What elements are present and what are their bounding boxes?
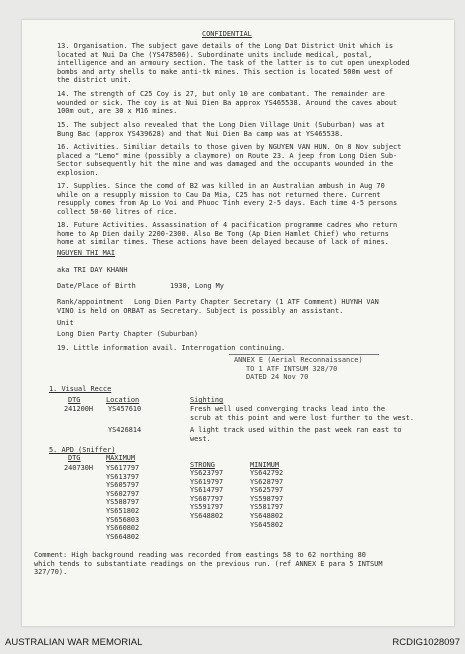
visual-recce-title: 1. Visual Recce — [49, 385, 112, 393]
vr-row-1-sighting-1: Fresh well used converging tracks lead into the — [190, 405, 385, 413]
para-13-line-5: the district unit. — [57, 76, 132, 84]
apd-maximum-value: YS651802 — [106, 507, 140, 515]
annex-date: DATED 24 Nov 70 — [246, 373, 309, 381]
vr-row-2-sighting-2: west. — [190, 434, 211, 443]
para-14-line-2: wounded or sick. The coy is at Nui Dien Ba approx YS465538. Around the caves about — [57, 98, 398, 107]
vr-row-2-location: YS426814 — [108, 426, 142, 434]
apd-strong-value: YS614797 — [190, 486, 224, 495]
subject-name: NGUYEN THI MAI — [57, 249, 116, 257]
apd-col-maximum: MAXIMUM — [106, 454, 136, 462]
document-page — [22, 20, 454, 626]
apd-maximum-value: YS613797 — [106, 472, 140, 481]
apd-maximum-value: YS656803 — [106, 515, 140, 524]
apd-strong-value: YS619797 — [190, 477, 224, 486]
apd-minimum-value: YS648802 — [250, 512, 284, 520]
para-15-line-2: Bung Bac (approx YS439628) and that Nui Dien Ba camp was at YS465538. — [57, 129, 344, 138]
comment-line-3: 327/70). — [34, 568, 68, 576]
para-16-line-3: Sector subsequently hit the mine and was damaged and the occupants wounded in the — [57, 160, 394, 168]
para-15-line-1: 15. The subject also revealed that the Long Dien Village Unit (Suburban) was at — [57, 121, 385, 129]
para-14-line-3: 100m out, are 30 x M16 mines. — [57, 107, 178, 115]
vr-row-1-dtg: 241200H — [64, 405, 94, 413]
vr-row-2-sighting-1: A light track used within the past week ran east to — [190, 426, 402, 434]
apd-col-dtg: DTG — [68, 454, 81, 462]
apd-dtg: 240730H — [64, 464, 94, 472]
para-16-line-1: 16. Activities. Similiar details to those given by NGUYEN VAN HUN. On 8 Nov subject — [57, 143, 402, 151]
vr-row-1-sighting-2: scrub at this point and were lost further to the west. — [190, 413, 415, 422]
footer-source: AUSTRALIAN WAR MEMORIAL — [5, 637, 143, 648]
annex-title: ANNEX E (Aerial Reconnaissance) — [234, 356, 363, 364]
apd-minimum-value: YS625797 — [250, 486, 284, 495]
para-13-line-2: located at Nui Da Che (YS478506). Subordinate units include medical, postal, — [57, 50, 373, 59]
subject-aka: aka TRI DAY KHANH — [57, 266, 128, 274]
para-13-line-4: bombs and arty shells to make anti-tk mines. This section is located 500m west of — [57, 67, 394, 76]
apd-strong-value: YS623797 — [190, 469, 224, 477]
dob-label: Date/Place of Birth — [57, 282, 136, 290]
para-16-line-2: placed a "Lemo" mine (possibly a claymore) on Route 23. A jeep from Long Dien Sub- — [57, 151, 398, 160]
comment-line-1: Comment: High background reading was recorded from eastings 58 to 62 northing 80 — [34, 551, 366, 559]
apd-maximum-value: YS664802 — [106, 532, 140, 541]
apd-minimum-value: YS642792 — [250, 469, 284, 477]
vr-col-sighting: Sighting — [190, 396, 224, 404]
para-13-line-1: 13. Organisation. The subject gave details of the Long Dat District Unit which is — [57, 42, 394, 50]
para-17-line-1: 17. Supplies. Since the comd of B2 was killed in an Australian ambush in Aug 70 — [57, 182, 385, 190]
apd-maximum-value: YS588797 — [106, 498, 140, 507]
apd-col-strong: STRONG — [190, 461, 215, 469]
classification-header: CONFIDENTIAL — [202, 30, 252, 38]
vr-col-location: Location — [106, 396, 140, 404]
para-13-line-3: intelligence and an armoury section. The task of the latter is to cut open unexploded — [57, 59, 410, 67]
apd-minimum-value: YS645802 — [250, 520, 284, 529]
apd-maximum-value: YS660802 — [106, 524, 140, 533]
vr-row-1-location: YS457610 — [108, 405, 142, 413]
para-14-line-1: 14. The strength of C25 Coy is 27, but only 10 are combatant. The remainder are — [57, 90, 385, 98]
apd-strong-value: YS648802 — [190, 512, 224, 520]
apd-minimum-value: YS628797 — [250, 477, 284, 486]
apd-minimum-value: YS581797 — [250, 503, 284, 512]
para-17-line-3: resupply comes from Ap Lo Voi and Phuoc Tinh every 2-5 days. Each time 4-5 persons — [57, 199, 398, 207]
apd-col-minimum: MINIMUM — [250, 461, 280, 469]
dob-value: 1930, Long My — [170, 282, 224, 290]
apd-strong-value: YS607797 — [190, 494, 224, 503]
footer-reference: RCDIG1028097 — [392, 637, 460, 648]
comment-line-2: which tends to substantiate readings on the previous run. (ref ANNEX E para 5 INTSUM — [34, 559, 383, 568]
unit-label: Unit — [57, 319, 74, 327]
para-19: 19. Little information avail. Interrogation continuing. — [57, 344, 286, 352]
para-18-line-3: home at similar times. These actions have been delayed because of lack of mines. — [57, 238, 389, 246]
rank-label: Rank/appointment — [57, 298, 124, 306]
unit-value: Long Dien Party Chapter (Suburban) — [57, 330, 199, 338]
para-17-line-4: collect 50-60 litres of rice. — [57, 207, 178, 216]
apd-title: 5. APD (Sniffer) — [49, 446, 116, 454]
para-18-line-2: home to Ap Dien daily 2200-2300. Also Be Tong (Ap Dien Hamlet Chief) who returns — [57, 229, 389, 238]
apd-strong-value: YS591797 — [190, 503, 224, 512]
annex-ref: TO 1 ATF INTSUM 328/70 — [246, 364, 338, 373]
annex-separator — [229, 354, 379, 355]
apd-maximum-value: YS605797 — [106, 481, 140, 490]
para-17-line-2: while on a resupply mission to Cau Da Mia, C25 has not returned there. Current — [57, 190, 381, 199]
rank-value: Long Dien Party Chapter Secretary (1 ATF Comment) HUYNH VAN — [134, 298, 379, 306]
rank-value-cont: VINO is held on ORBAT as Secretary. Subject is possibly an assistant. — [57, 306, 344, 315]
apd-maximum-value: YS617797 — [106, 464, 140, 472]
apd-maximum-value: YS602797 — [106, 489, 140, 498]
vr-col-dtg: DTG — [68, 396, 81, 404]
apd-minimum-value: YS598797 — [250, 494, 284, 503]
para-18-line-1: 18. Future Activities. Assassination of 4 pacification programme cadres who return — [57, 221, 398, 229]
para-16-line-4: explosion. — [57, 168, 99, 177]
